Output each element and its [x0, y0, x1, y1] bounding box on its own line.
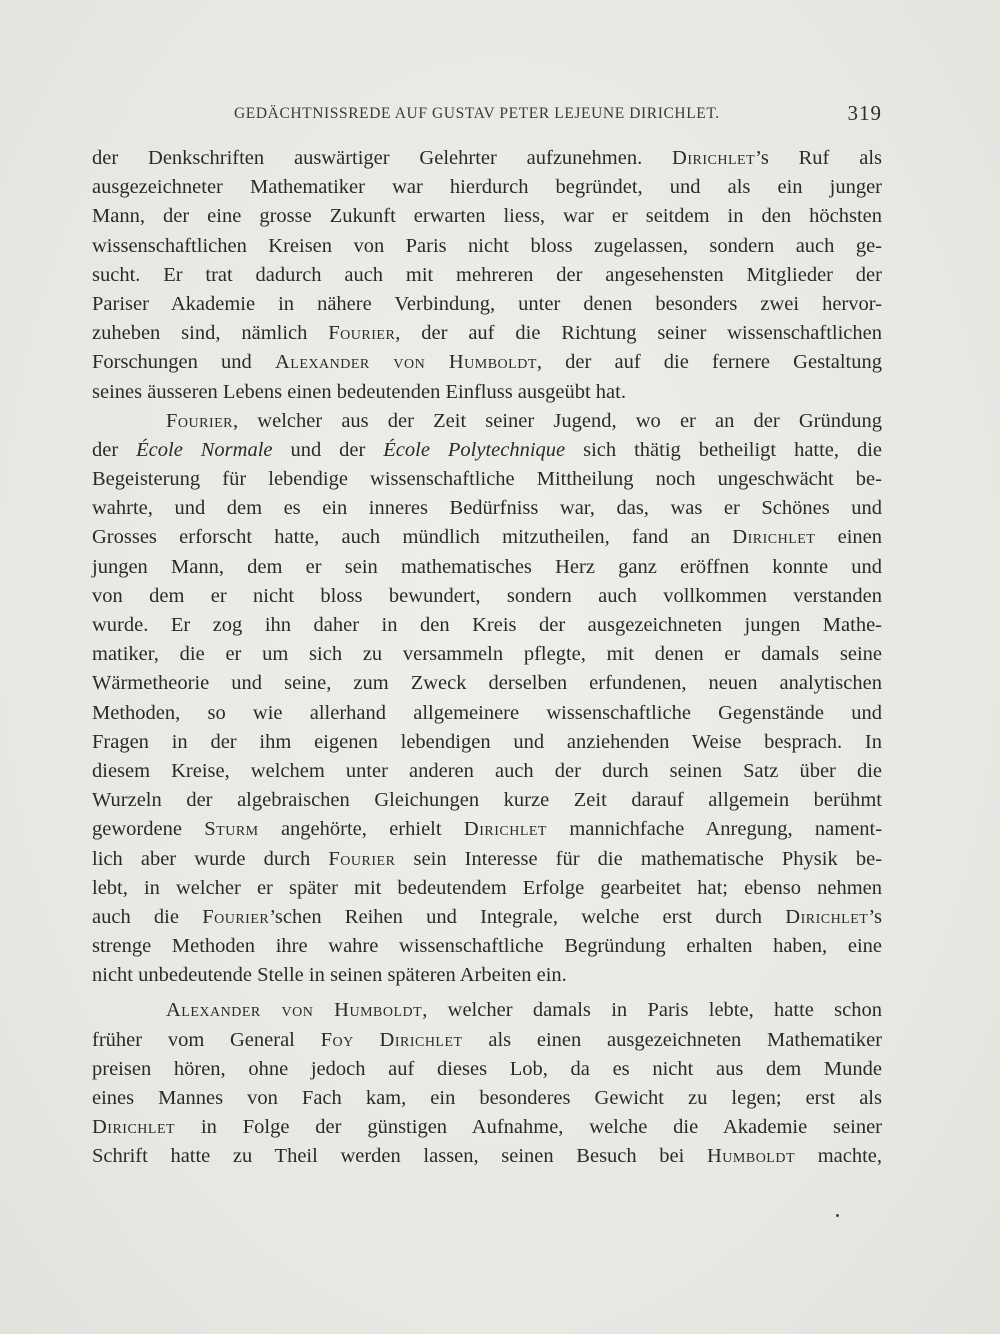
text-line: Methoden, so wie allerhand allgemeinere wissenschaftliche Gegenstände und: [92, 701, 882, 724]
text-line: lebt, in welcher er später mit bedeutendem Erfolge gearbeitet hat; ebenso nehmen: [92, 876, 882, 899]
name-dirichlet: Dirichlet: [732, 526, 816, 549]
running-header: [92, 103, 882, 129]
text-line: Mann, der eine grosse Zukunft erwarten liess, war er seitdem in den höchsten: [92, 205, 882, 228]
name-foy: Foy: [320, 1028, 354, 1051]
text-line: zuheben sind, nämlich Fourier, der auf die Richtung seiner wissenschaftlichen: [92, 322, 882, 345]
running-title: GEDÄCHTNISSREDE AUF GUSTAV PETER LEJEUNE DIRICHLET.: [234, 105, 720, 122]
text-line: eines Mannes von Fach kam, ein besonderes Gewicht zu legen; erst als: [92, 1087, 882, 1109]
text-line: Alexander von Humboldt, welcher damals in Paris lebte, hatte schon: [166, 999, 882, 1022]
text-line: Grosses erforscht hatte, auch mündlich mitzutheilen, fand an Dirichlet einen: [92, 526, 883, 549]
text-line: preisen hören, ohne jedoch auf dieses Lob, da es nicht aus dem Munde: [92, 1057, 882, 1080]
page-number: 319: [847, 101, 882, 125]
text-line: strenge Methoden ihre wahre wissenschaftliche Begründung erhalten haben, eine: [92, 935, 882, 958]
text-line: jungen Mann, dem er sein mathematisches Herz ganz eröffnen konnte und: [92, 555, 882, 578]
name-dirichlet: Dirichlet: [672, 147, 756, 169]
text-line: ausgezeichneter Mathematiker war hierdurch begründet, und als ein junger: [92, 176, 882, 199]
text-line: diesem Kreise, welchem unter anderen auch der durch seinen Satz über die: [92, 759, 882, 782]
paragraph-2: [92, 407, 882, 991]
name-dirichlet: Dirichlet: [785, 905, 869, 928]
name-humboldt: Alexander von Humboldt: [274, 351, 537, 374]
name-fourier: Fourier: [328, 847, 396, 870]
text-line: nicht unbedeutende Stelle in seinen späteren Arbeiten ein.: [92, 964, 567, 987]
text-line: Fourier, welcher aus der Zeit seiner Jugend, wo er an der Gründung: [166, 409, 882, 432]
name-humboldt: Alexander von Humboldt: [166, 999, 423, 1022]
text-line: der École Normale und der École Polytechnique sich thätig betheiligt hatte, die: [92, 438, 883, 461]
text-line: Forschungen und Alexander von Humboldt, der auf die fernere Gestaltung: [92, 351, 882, 374]
text-line: auch die Fourier’schen Reihen und Integrale, welche erst durch Dirichlet’s: [92, 905, 883, 928]
text-line: sucht. Er trat dadurch auch mit mehreren der angesehensten Mitglieder der: [92, 263, 882, 286]
name-sturm: Sturm: [204, 818, 259, 841]
text-line: wissenschaftlichen Kreisen von Paris nicht bloss zugelassen, sondern auch ge-: [92, 234, 882, 257]
text-line: von dem er nicht bloss bewundert, sondern auch vollkommen verstanden: [92, 584, 882, 607]
name-fourier: Fourier: [328, 322, 396, 345]
ink-speck: [836, 1214, 839, 1217]
body-text: [92, 144, 882, 1172]
text-line: Wurzeln der algebraischen Gleichungen kurze Zeit darauf allgemein berühmt: [92, 789, 882, 812]
name-dirichlet: Dirichlet: [92, 1116, 176, 1139]
text-line: der Denkschriften auswärtiger Gelehrter aufzunehmen. Dirichlet’s Ruf als: [92, 147, 882, 169]
text-line: Begeisterung für lebendige wissenschaftliche Mittheilung noch ungeschwächt be-: [92, 468, 882, 491]
text-line: Wärmetheorie und seine, zum Zweck derselben erfundenen, neuen analytischen: [92, 672, 882, 695]
text-line: früher vom General Foy Dirichlet als einen ausgezeichneten Mathematiker: [92, 1028, 883, 1051]
school-name: École Normale: [136, 438, 273, 461]
text-line: gewordene Sturm angehörte, erhielt Dirichlet mannichfache Anregung, nament-: [92, 818, 883, 841]
text-line: lich aber wurde durch Fourier sein Interesse für die mathematische Physik be-: [92, 847, 883, 870]
text-line: Pariser Akademie in nähere Verbindung, unter denen besonders zwei hervor-: [92, 292, 882, 315]
text-line: Dirichlet in Folge der günstigen Aufnahme, welche die Akademie seiner: [92, 1116, 883, 1139]
text-line: matiker, die er um sich zu versammeln pflegte, mit denen er damals seine: [92, 643, 882, 666]
name-fourier: Fourier: [166, 409, 234, 432]
text-line: Fragen in der ihm eigenen lebendigen und anziehenden Weise besprach. In: [92, 730, 882, 753]
name-fourier: Fourier: [202, 905, 270, 928]
text-line: wahrte, und dem es ein inneres Bedürfniss war, das, was er Schönes und: [92, 497, 882, 520]
name-dirichlet: Dirichlet: [463, 818, 547, 841]
name-humboldt: Humboldt: [707, 1145, 796, 1168]
text-line: wurde. Er zog ihn daher in den Kreis der ausgezeichneten jungen Mathe-: [92, 614, 882, 636]
school-name: École Polytechnique: [383, 438, 566, 461]
text-line: seines äusseren Lebens einen bedeutenden Einfluss ausgeübt hat.: [92, 380, 626, 403]
text-line: Schrift hatte zu Theil werden lassen, seinen Besuch bei Humboldt machte,: [92, 1145, 883, 1168]
name-dirichlet: Dirichlet: [379, 1028, 463, 1051]
paragraph-1: [92, 144, 882, 407]
paragraph-3: [92, 996, 882, 1171]
